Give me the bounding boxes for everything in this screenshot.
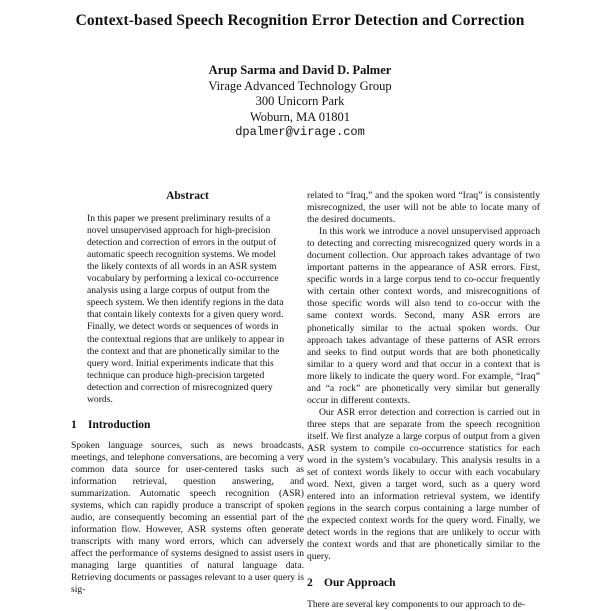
left-column (71, 190, 304, 596)
section-number: 1 (71, 418, 77, 431)
right-column (307, 190, 540, 611)
author-block (0, 63, 600, 141)
section-number: 2 (307, 577, 313, 590)
abstract-body (71, 213, 304, 406)
continuation-paragraph: related to “Iraq,” and the spoken word “Iraq” is consistently misrecognized, the user will not be able to locate many of the desired documents. (307, 190, 540, 226)
approach-paragraph: There are several key components to our approach to de- (307, 598, 526, 610)
paragraph-3: Our ASR error detection and correction is carried out in three steps that are separate from the speech recognition itself. We first analyze a large corpus of output from a given ASR system to compile co-occurrence statistics for each word in the system’s vocabulary. This analysis results in a set of context words likely to occur with each vocabulary word. Next, given a target word, such as a query word entered into an information retrieval system, we identify regions in the search corpus containing a large number of the expected context words for the query word. Finally, we detect words in the regions that are unlikely to occur with the context words and that are phonetically similar to the query. (307, 406, 540, 563)
section-title: Our Approach (324, 577, 396, 590)
section-heading-introduction (71, 419, 304, 431)
author-email: dpalmer@virage.com (235, 125, 365, 139)
address-line-1: 300 Unicorn Park (255, 94, 345, 108)
abstract-heading: Abstract (166, 190, 209, 202)
address-line-2: Woburn, MA 01801 (249, 109, 351, 124)
abstract-text: In this paper we present preliminary results of a novel unsupervised approach for high-precision detection and correction of errors in the output of automatic speech recognition systems. We model the likely contexts of all words in an ASR system vocabulary by performing a lexical co-occurrence analysis using a large corpus of output from the speech system. We then identify regions in the data that contain likely contexts for a given query word. Finally, we detect words or sequences of words in the contextual regions that are unlikely to appear in the context and that are phonetically similar to the query word. Initial experiments indicate that this technique can produce high-precision targeted detection and correction of misrecognized query words. (87, 213, 285, 405)
affiliation: Virage Advanced Technology Group (208, 78, 392, 93)
section-title: Introduction (88, 418, 151, 431)
section-heading-approach (307, 577, 540, 589)
introduction-paragraph: Spoken language sources, such as news broadcasts, meetings, and telephone conversations, are becoming a very common data source for user-centered tasks such as information retrieval, question answering, and summarization. Automatic speech recognition (ASR) systems, which can rapidly produce a transcript of spoken audio, are consequently becoming an essential part of the information flow. However, ASR systems often generate transcripts with many word errors, which can adversely affect the performance of systems designed to assist users in managing large quantities of natural language data. Retrieving documents or passages relevant to a user query is sig- (71, 439, 304, 596)
paper-title: Context-based Speech Recognition Error Detection and Correction (75, 12, 525, 29)
paragraph-2: In this work we introduce a novel unsupervised approach to detecting and correcting misrecognized query words in a document collection. Our approach takes advantage of two important patterns in the appearance of ASR errors. First, specific words in a large corpus tend to co-occur frequently with certain other context words, and misrecognitions of those specific words will also tend to co-occur with the same context words. Second, many ASR errors are phonetically similar to the actual spoken words. Our approach takes advantage of these patterns of ASR errors and seeks to find output words that are both phonetically similar to a query word and that occur in a context that is more likely to indicate the query word. For example, “Iraq” and “a rock” are phonetically very similar but generally occur in different contexts. (307, 226, 540, 406)
author-names: Arup Sarma and David D. Palmer (208, 63, 392, 77)
